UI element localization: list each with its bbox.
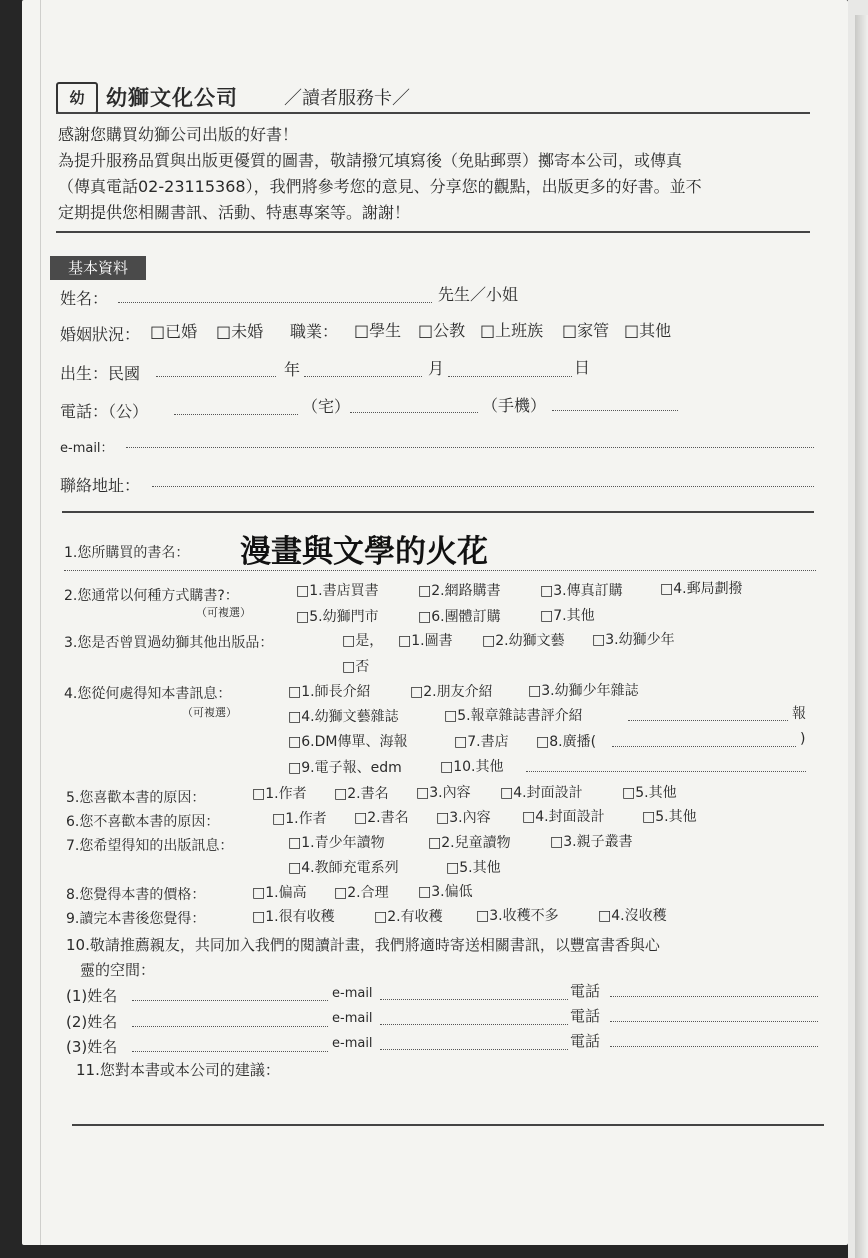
q5-content-checkbox[interactable]: □3.內容 [416,785,471,801]
q4-radio-close: ) [800,731,806,747]
q4-friend-checkbox[interactable]: □2.朋友介紹 [410,684,493,700]
job-civil-checkbox[interactable]: □公教 [418,321,466,340]
q11-label: 11.您對本書或本公司的建議： [76,1061,280,1079]
q6-title-checkbox[interactable]: □2.書名 [354,810,409,826]
q5-author-checkbox[interactable]: □1.作者 [252,786,307,802]
q7-other-checkbox[interactable]: □5.其他 [446,860,501,876]
q3-yes-checkbox[interactable]: □是， [342,633,384,649]
q4-dm-checkbox[interactable]: □6.DM傳單、海報 [288,734,408,750]
referral-3-email-field[interactable] [380,1049,568,1050]
q5-other-checkbox[interactable]: □5.其他 [622,785,677,801]
home-phone-field[interactable] [350,412,478,413]
referral-3-name-label: (3)姓名 [66,1038,118,1056]
referral-1-name-field[interactable] [132,1000,328,1001]
binding-line [40,0,41,1245]
referral-1-phone-label: 電話 [570,982,601,1000]
office-phone-field[interactable] [174,414,298,415]
q4-bookstore-checkbox[interactable]: □7.書店 [454,734,509,750]
suggestion-line[interactable] [72,1124,824,1126]
email-label: e-mail： [60,441,114,456]
home-phone-label: （宅） [302,397,351,416]
q9-label: 9.讀完本書後您覺得： [66,911,206,927]
q6-label: 6.您不喜歡本書的原因： [66,814,220,830]
section-label-basic: 基本資料 [50,256,146,280]
name-label: 姓名： [60,289,109,308]
q2-bookstore-checkbox[interactable]: □1.書店買書 [296,583,379,599]
married-checkbox[interactable]: □已婚 [150,322,198,341]
referral-2-name-label: (2)姓名 [66,1013,118,1031]
q6-cover-checkbox[interactable]: □4.封面設計 [522,809,605,825]
q2-postal-checkbox[interactable]: □4.郵局劃撥 [660,581,743,597]
birth-year-field[interactable] [156,376,276,377]
q3-label: 3.您是否曾買過幼獅其他出版品： [64,635,274,651]
day-label: 日 [574,358,591,377]
card-title: ／讀者服務卡／ [284,88,410,109]
q4-radio-checkbox[interactable]: □8.廣播( [536,734,597,750]
intro-line-1: 感謝您購買幼獅公司出版的好書！ [58,125,299,144]
divider [56,112,810,114]
divider [62,511,814,513]
q9-good-checkbox[interactable]: □2.有收穫 [374,909,443,925]
referral-3-email-label: e-mail [332,1036,373,1051]
phone-label: 電話：（公） [60,402,149,421]
q8-fair-checkbox[interactable]: □2.合理 [334,885,389,901]
q6-content-checkbox[interactable]: □3.內容 [436,810,491,826]
divider [56,231,810,233]
q10-line-1: 10.敬請推薦親友，共同加入我們的閱讀計畫，我們將適時寄送相關書訊，以豐富書香與心 [66,936,660,954]
q4-review-field[interactable] [628,720,788,721]
q1-label: 1.您所購買的書名： [64,545,190,561]
q7-parent-checkbox[interactable]: □3.親子叢書 [550,834,633,850]
q9-great-checkbox[interactable]: □1.很有收穫 [252,909,335,925]
job-other-checkbox[interactable]: □其他 [624,321,672,340]
referral-2-phone-field[interactable] [610,1021,818,1022]
address-label: 聯絡地址： [60,476,141,495]
book-title: 漫畫與文學的火花 [240,534,488,570]
name-field[interactable] [118,302,432,303]
referral-3-phone-field[interactable] [610,1046,818,1047]
mobile-field[interactable] [552,410,678,411]
q4-teacher-checkbox[interactable]: □1.師長介紹 [288,684,371,700]
q4-radio-field[interactable] [612,746,796,747]
intro-line-4: 定期提供您相關書訊、活動、特惠專案等。謝謝！ [58,203,411,222]
company-name: 幼獅文化公司 [106,86,238,110]
q4-note: （可複選） [182,706,237,719]
q10-line-2: 靈的空間： [80,961,156,979]
q3-books-checkbox[interactable]: □1.圖書 [398,633,453,649]
q4-label: 4.您從何處得知本書訊息： [64,686,232,702]
q2-online-checkbox[interactable]: □2.網路購書 [418,583,501,599]
address-field[interactable] [152,486,814,487]
q8-high-checkbox[interactable]: □1.偏高 [252,885,307,901]
referral-1-name-label: (1)姓名 [66,987,118,1005]
q2-group-checkbox[interactable]: □6.團體訂購 [418,609,501,625]
intro-line-2: 為提升服務品質與出版更優質的圖書，敬請撥冗填寫後（免貼郵票）擲寄本公司，或傳真 [58,151,683,170]
q2-note: （可複選） [196,606,251,619]
referral-1-phone-field[interactable] [610,996,818,997]
q3-youth-checkbox[interactable]: □3.幼獅少年 [592,632,675,648]
divider-dotted [64,570,816,571]
single-checkbox[interactable]: □未婚 [216,322,264,341]
referral-1-email-label: e-mail [332,986,373,1001]
q8-low-checkbox[interactable]: □3.偏低 [418,884,473,900]
q8-label: 8.您覺得本書的價格： [66,887,206,903]
q2-store-checkbox[interactable]: □5.幼獅門市 [296,609,379,625]
q7-teacher-checkbox[interactable]: □4.教師充電系列 [288,860,399,876]
q6-other-checkbox[interactable]: □5.其他 [642,809,697,825]
q4-other-field[interactable] [526,771,806,772]
q4-review-checkbox[interactable]: □5.報章雜誌書評介紹 [444,708,583,724]
referral-2-email-label: e-mail [332,1011,373,1026]
job-student-checkbox[interactable]: □學生 [354,321,402,340]
job-label: 職業： [290,322,339,341]
q7-teen-checkbox[interactable]: □1.青少年讀物 [288,835,385,851]
referral-3-phone-label: 電話 [570,1032,601,1050]
job-office-checkbox[interactable]: □上班族 [480,321,544,340]
q4-newspaper-suffix: 報 [792,706,806,722]
name-suffix: 先生／小姐 [438,285,519,304]
email-field[interactable] [126,447,814,448]
intro-line-3: （傳真電話02-23115368），我們將參考您的意見、分享您的觀點，出版更多的好書。並不 [58,177,702,196]
q2-label: 2.您通常以何種方式購書?： [64,588,239,604]
page-edge-shadow [855,15,868,1258]
month-label: 月 [428,359,445,378]
q4-literary-mag-checkbox[interactable]: □4.幼獅文藝雜誌 [288,709,399,725]
birth-label: 出生：民國 [60,364,141,383]
q5-label: 5.您喜歡本書的原因： [66,790,206,806]
referral-2-phone-label: 電話 [570,1007,601,1025]
referral-2-name-field[interactable] [132,1026,328,1027]
referral-2-email-field[interactable] [380,1024,568,1025]
company-logo-icon: 幼 [56,82,98,114]
q7-children-checkbox[interactable]: □2.兒童讀物 [428,835,511,851]
mobile-label: （手機） [482,396,547,415]
job-home-checkbox[interactable]: □家管 [562,321,610,340]
q4-epaper-checkbox[interactable]: □9.電子報、edm [288,760,402,776]
q9-little-checkbox[interactable]: □3.收穫不多 [476,908,559,924]
q7-label: 7.您希望得知的出版訊息： [66,838,234,854]
q2-fax-checkbox[interactable]: □3.傳真訂購 [540,583,623,599]
q5-title-checkbox[interactable]: □2.書名 [334,786,389,802]
birth-day-field[interactable] [448,376,572,377]
q9-none-checkbox[interactable]: □4.沒收穫 [598,908,667,924]
birth-month-field[interactable] [304,376,422,377]
referral-3-name-field[interactable] [132,1051,328,1052]
year-label: 年 [284,360,301,379]
marital-label: 婚姻狀況： [60,325,141,344]
q6-author-checkbox[interactable]: □1.作者 [272,811,327,827]
q2-other-checkbox[interactable]: □7.其他 [540,608,595,624]
q4-other-checkbox[interactable]: □10.其他 [440,759,504,775]
referral-1-email-field[interactable] [380,999,568,1000]
q3-literary-checkbox[interactable]: □2.幼獅文藝 [482,633,565,649]
q4-youth-mag-checkbox[interactable]: □3.幼獅少年雜誌 [528,683,639,699]
q5-cover-checkbox[interactable]: □4.封面設計 [500,785,583,801]
q3-no-checkbox[interactable]: □否 [342,659,370,675]
